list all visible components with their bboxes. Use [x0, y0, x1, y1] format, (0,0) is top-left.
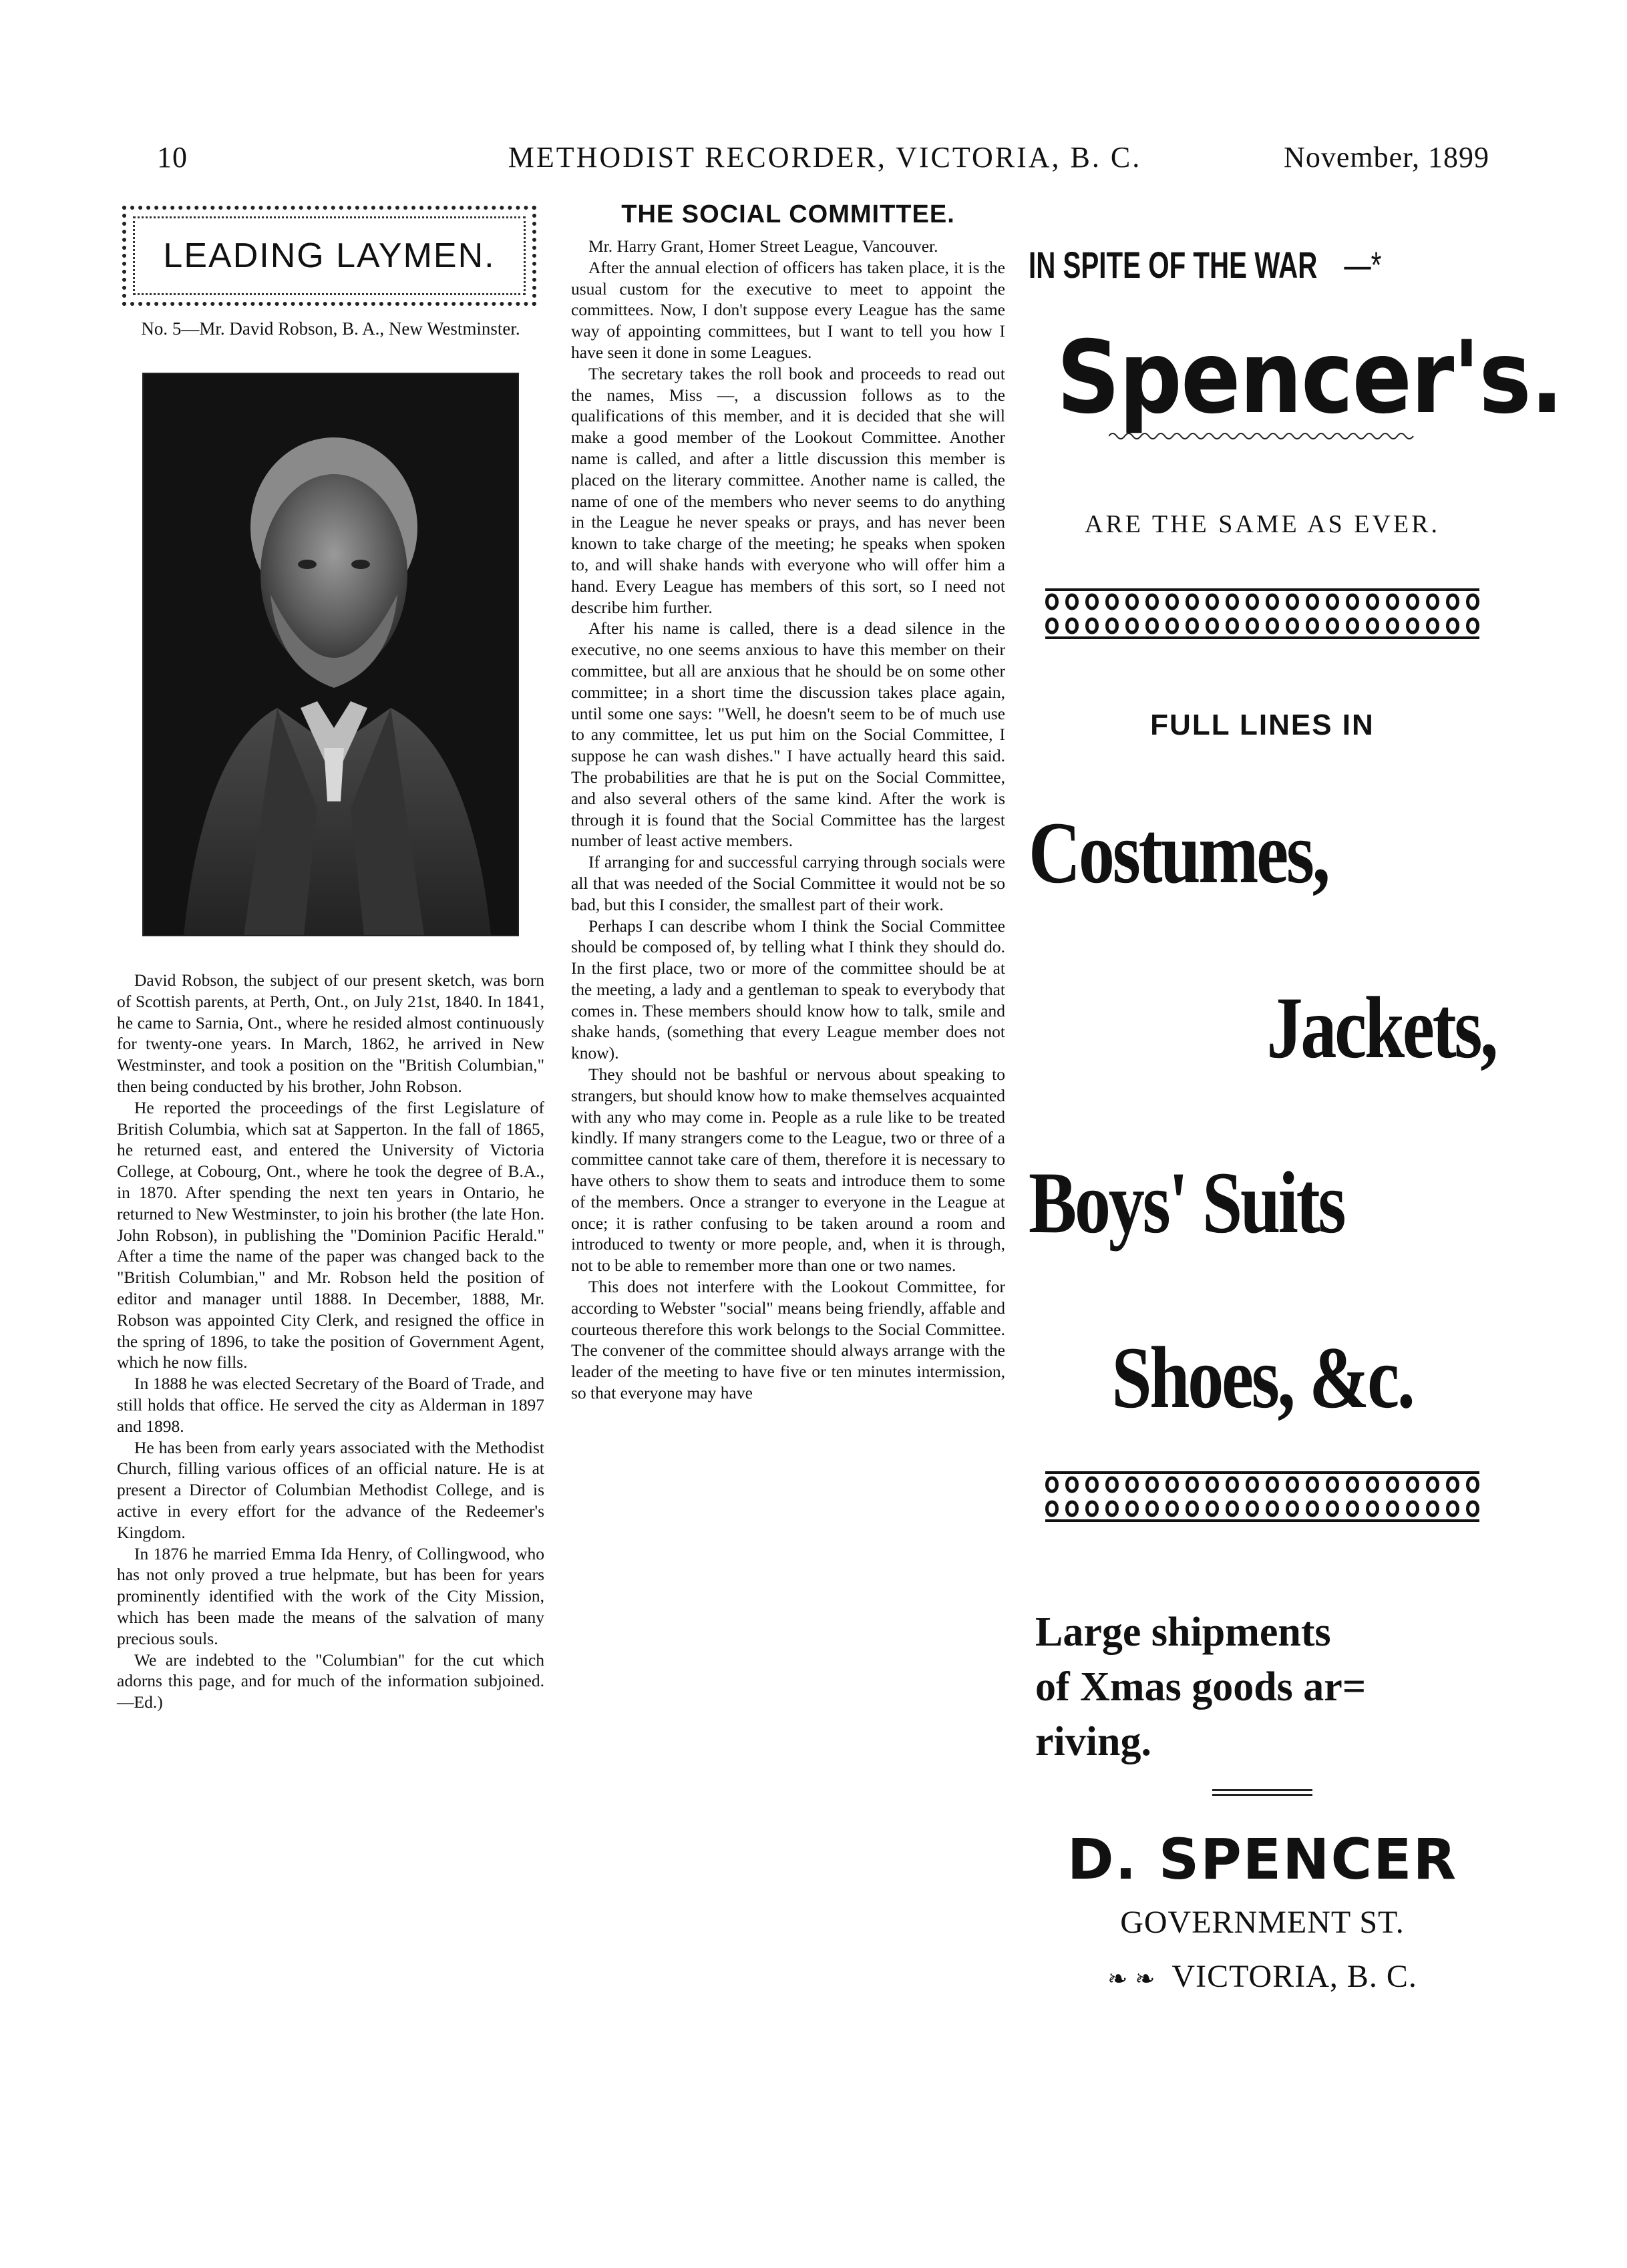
ad-item-costumes: Costumes,	[1029, 803, 1328, 902]
ad-merchant-name: D. SPENCER	[1067, 1827, 1458, 1892]
ad-shipments-line: of Xmas goods ar=	[1035, 1664, 1367, 1710]
ad-headline-dash: —*	[1344, 244, 1382, 286]
ad-shipments	[1029, 1605, 1496, 1769]
laymen-paragraph: We are indebted to the "Columbian" for the cut which adorns this page, and for much of the information subjoined.—Ed.)	[117, 1650, 544, 1712]
social-committee-title: THE SOCIAL COMMITTEE.	[621, 200, 955, 228]
ad-item-shoes: Shoes, &c.	[1111, 1328, 1413, 1427]
running-header	[157, 140, 1489, 187]
social-committee-byline: Mr. Harry Grant, Homer Street League, Vancouver.	[588, 236, 938, 256]
ad-item-jackets: Jackets,	[1266, 978, 1496, 1077]
ad-tagline: ARE THE SAME AS EVER.	[1085, 510, 1440, 538]
ad-full-lines: FULL LINES IN	[1150, 709, 1375, 741]
portrait-illustration	[144, 374, 518, 935]
ornamental-border-bottom	[1045, 1463, 1479, 1530]
double-rule	[1212, 1789, 1312, 1796]
social-paragraph: The secretary takes the roll book and proceeds to read out the names, Miss —, a discussion follows as to the qualifications of this member, and it is decided that she will make a good member of the Lookout Committee. Another name is called, and after a little discussion this member is placed on the literary committee. Another name is called, the name of one of the members who never seems to do anything in the League he never speaks or prays, and has never been known to take charge of the meeting; he speaks when spoken to, and will shake hands with everyone who will offer him a hand. Every League has members of this sort, so I need not describe him further.	[571, 363, 1005, 617]
publication-title: METHODIST RECORDER, VICTORIA, B. C.	[508, 141, 1142, 174]
ad-shipments-line: riving.	[1035, 1719, 1151, 1764]
laymen-paragraph: He has been from early years associated with the Methodist Church, filling various offices of an official nature. He is at present a Director of Columbian Methodist College, and is active in every effort for the advance of the Redeemer's Kingdom.	[117, 1437, 544, 1542]
social-paragraph: This does not interfere with the Lookout Committee, for according to Webster "social" means being friendly, affable and courteous therefore this work belongs to the Social Committee. The convener of the committee should always arrange with the leader of the meeting to have five or ten minutes intermission, so that everyone may have	[571, 1277, 1005, 1403]
laymen-paragraph: He reported the proceedings of the first Legislature of British Columbia, which sat at Sapperton. In the fall of 1865, he returned east, and entered the University of Victoria College, at Cobourg, Ont., where he took the degree of B.A., in 1870. After spending the next ten years in Ontario, he returned to New Westminster, to join his brother (the late Hon. John Robson), in publishing the "Dominion Pacific Herald." After a time the name of the paper was changed back to the "British Columbian," and Mr. Robson held the position of editor and manager until 1888. In December, 1888, Mr. Robson was appointed City Clerk, and resigned the office in the spring of 1896, to take the position of Government Agent, which he now fills.	[117, 1097, 544, 1372]
page-number: 10	[157, 141, 188, 174]
laymen-paragraph: David Robson, the subject of our present sketch, was born of Scottish parents, at Perth, Ont., on July 21st, 1840. In 1841, he came to Sarnia, Ont., where he resided almost continuously for twenty-one years. In March, 1862, he arrived in New Westminster, and took a position on the "British Columbian," then being conducted by his brother, John Robson.	[117, 970, 544, 1096]
ad-brand-name: Spencer's.	[1057, 320, 1563, 436]
spencer-advertisement	[1029, 200, 1563, 1995]
portrait-photo	[142, 373, 519, 936]
social-paragraph: They should not be bashful or nervous about speaking to strangers, but should know how to make themselves acquainted with any who may come in. People as a rule like to be treated kindly. If many strangers come to the League, two or three of a committee cannot take care of them, therefore it is necessary to have others to show them to seats and introduce them to some of the members. Once a stranger to everyone in the League at once; it is rather confusing to be taken around a room and introduced to twenty or more people, and, when it is through, not to be able to remember more than one or two names.	[571, 1065, 1005, 1276]
ad-headline	[1029, 243, 1500, 287]
ad-item-boys-suits: Boys' Suits	[1029, 1153, 1344, 1252]
issue-date: November, 1899	[1284, 141, 1489, 174]
ornamental-border-top	[1045, 580, 1479, 647]
ad-street: GOVERNMENT ST.	[1120, 1905, 1405, 1940]
leading-laymen-box	[122, 206, 536, 306]
ad-shipments-line: Large shipments	[1035, 1610, 1331, 1655]
laymen-paragraph: In 1876 he married Emma Ida Henry, of Collingwood, who has not only proved a true helpmate, but has been for years prominently identified with the work of the City Mission, which has been made the means of the salvation of many precious souls.	[117, 1543, 544, 1648]
laymen-paragraph: In 1888 he was elected Secretary of the Board of Trade, and still holds that office. He served the city as Alderman in 1897 and 1898.	[117, 1374, 544, 1436]
social-committee-column	[571, 200, 1005, 1404]
fleuron-icon: ❧ ❧	[1107, 1965, 1156, 1992]
social-paragraph: After the annual election of officers has taken place, it is the usual custom for the executive to meet to appoint the committees. Now, I don't suppose every League has the same way of appointing committees, but I want to tell you how I have seen it done in some Leagues.	[571, 257, 1005, 362]
social-paragraph: Perhaps I can describe whom I think the Social Committee should be composed of, by telling what I think they should do. In the first place, two or more of the committee should be at the meeting, a lady and a gentleman to speak to everybody that comes in. These members should know how to talk, smile and shake hands, (something that every League member does not know).	[571, 916, 1005, 1063]
ad-city: VICTORIA, B. C.	[1171, 1959, 1417, 1994]
leading-laymen-title: LEADING LAYMEN.	[163, 236, 496, 275]
ad-headline-text: IN SPITE OF THE WAR	[1029, 244, 1318, 286]
social-paragraph: After his name is called, there is a dead silence in the executive, no one seems anxious to have this member on their committee, but all are anxious that he should be on some other committee; in a short time the discussion takes place again, until some one says: "Well, he doesn't seem to be of much use to any committee, let us put him on the Social Committee, I suppose he can wash dishes." I have actually heard this said. The probabilities are that he is put on the Social Committee, and also several others of the same kind. After the work is through it is found that the Social Committee has the largest number of least active members.	[571, 618, 1005, 851]
portrait-caption: No. 5—Mr. David Robson, B. A., New Westminster.	[141, 319, 520, 339]
social-paragraph: If arranging for and successful carrying through socials were all that was needed of the Social Committee it would not be so bad, but this I consider, the smallest part of their work.	[571, 852, 1005, 914]
ad-city-line	[1029, 1958, 1496, 1995]
leading-laymen-column	[117, 200, 544, 1713]
